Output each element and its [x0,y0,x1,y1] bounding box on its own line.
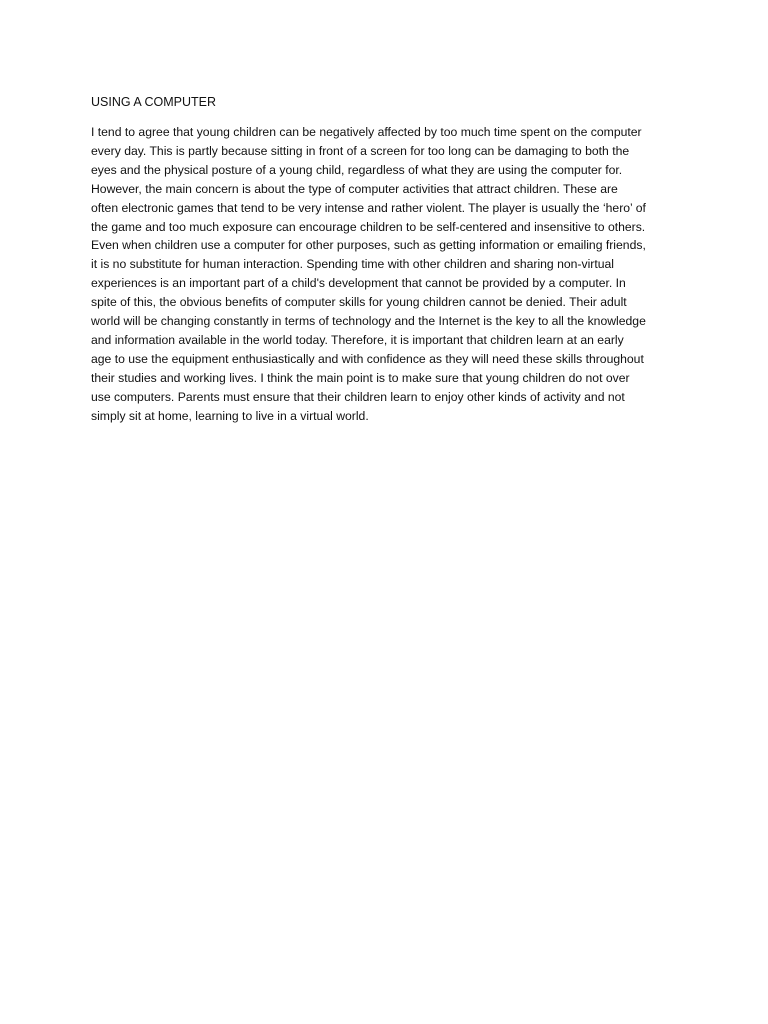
body-line: age to use the equipment enthusiastically and with confidence as they will need these skills throughout [91,351,644,366]
body-line: I tend to agree that young children can be negatively affected by too much time spent on the computer [91,125,642,139]
body-line: spite of this, the obvious benefits of computer skills for young children cannot be denied. Their adult [91,295,627,310]
body-line: world will be changing constantly in terms of technology and the Internet is the key to all the knowledge [91,314,646,329]
document-title: USING A COMPUTER [91,95,217,109]
body-line: eyes and the physical posture of a young child, regardless of what they are using the computer for. [91,162,623,177]
body-line: often electronic games that tend to be very intense and rather violent. The player is usually the ‘hero’ of [91,200,646,215]
body-line: their studies and working lives. I think the main point is to make sure that young children do not over [91,370,630,385]
body-line: every day. This is partly because sitting in front of a screen for too long can be damaging to both the [91,143,630,158]
document-body [91,123,681,426]
body-line: use computers. Parents must ensure that their children learn to enjoy other kinds of activity and not [91,389,625,404]
body-line: the game and too much exposure can encourage children to be self-centered and insensitive to others. [91,219,646,234]
body-line: experiences is an important part of a child's development that cannot be provided by a computer. In [91,276,626,291]
body-line: Even when children use a computer for other purposes, such as getting information or emailing friends, [91,238,646,253]
body-line: it is no substitute for human interaction. Spending time with other children and sharing non-virtual [91,257,614,272]
body-line: However, the main concern is about the type of computer activities that attract children. These are [91,181,618,196]
body-line: and information available in the world today. Therefore, it is important that children learn at an early [91,332,624,347]
body-line: simply sit at home, learning to live in a virtual world. [91,408,369,423]
